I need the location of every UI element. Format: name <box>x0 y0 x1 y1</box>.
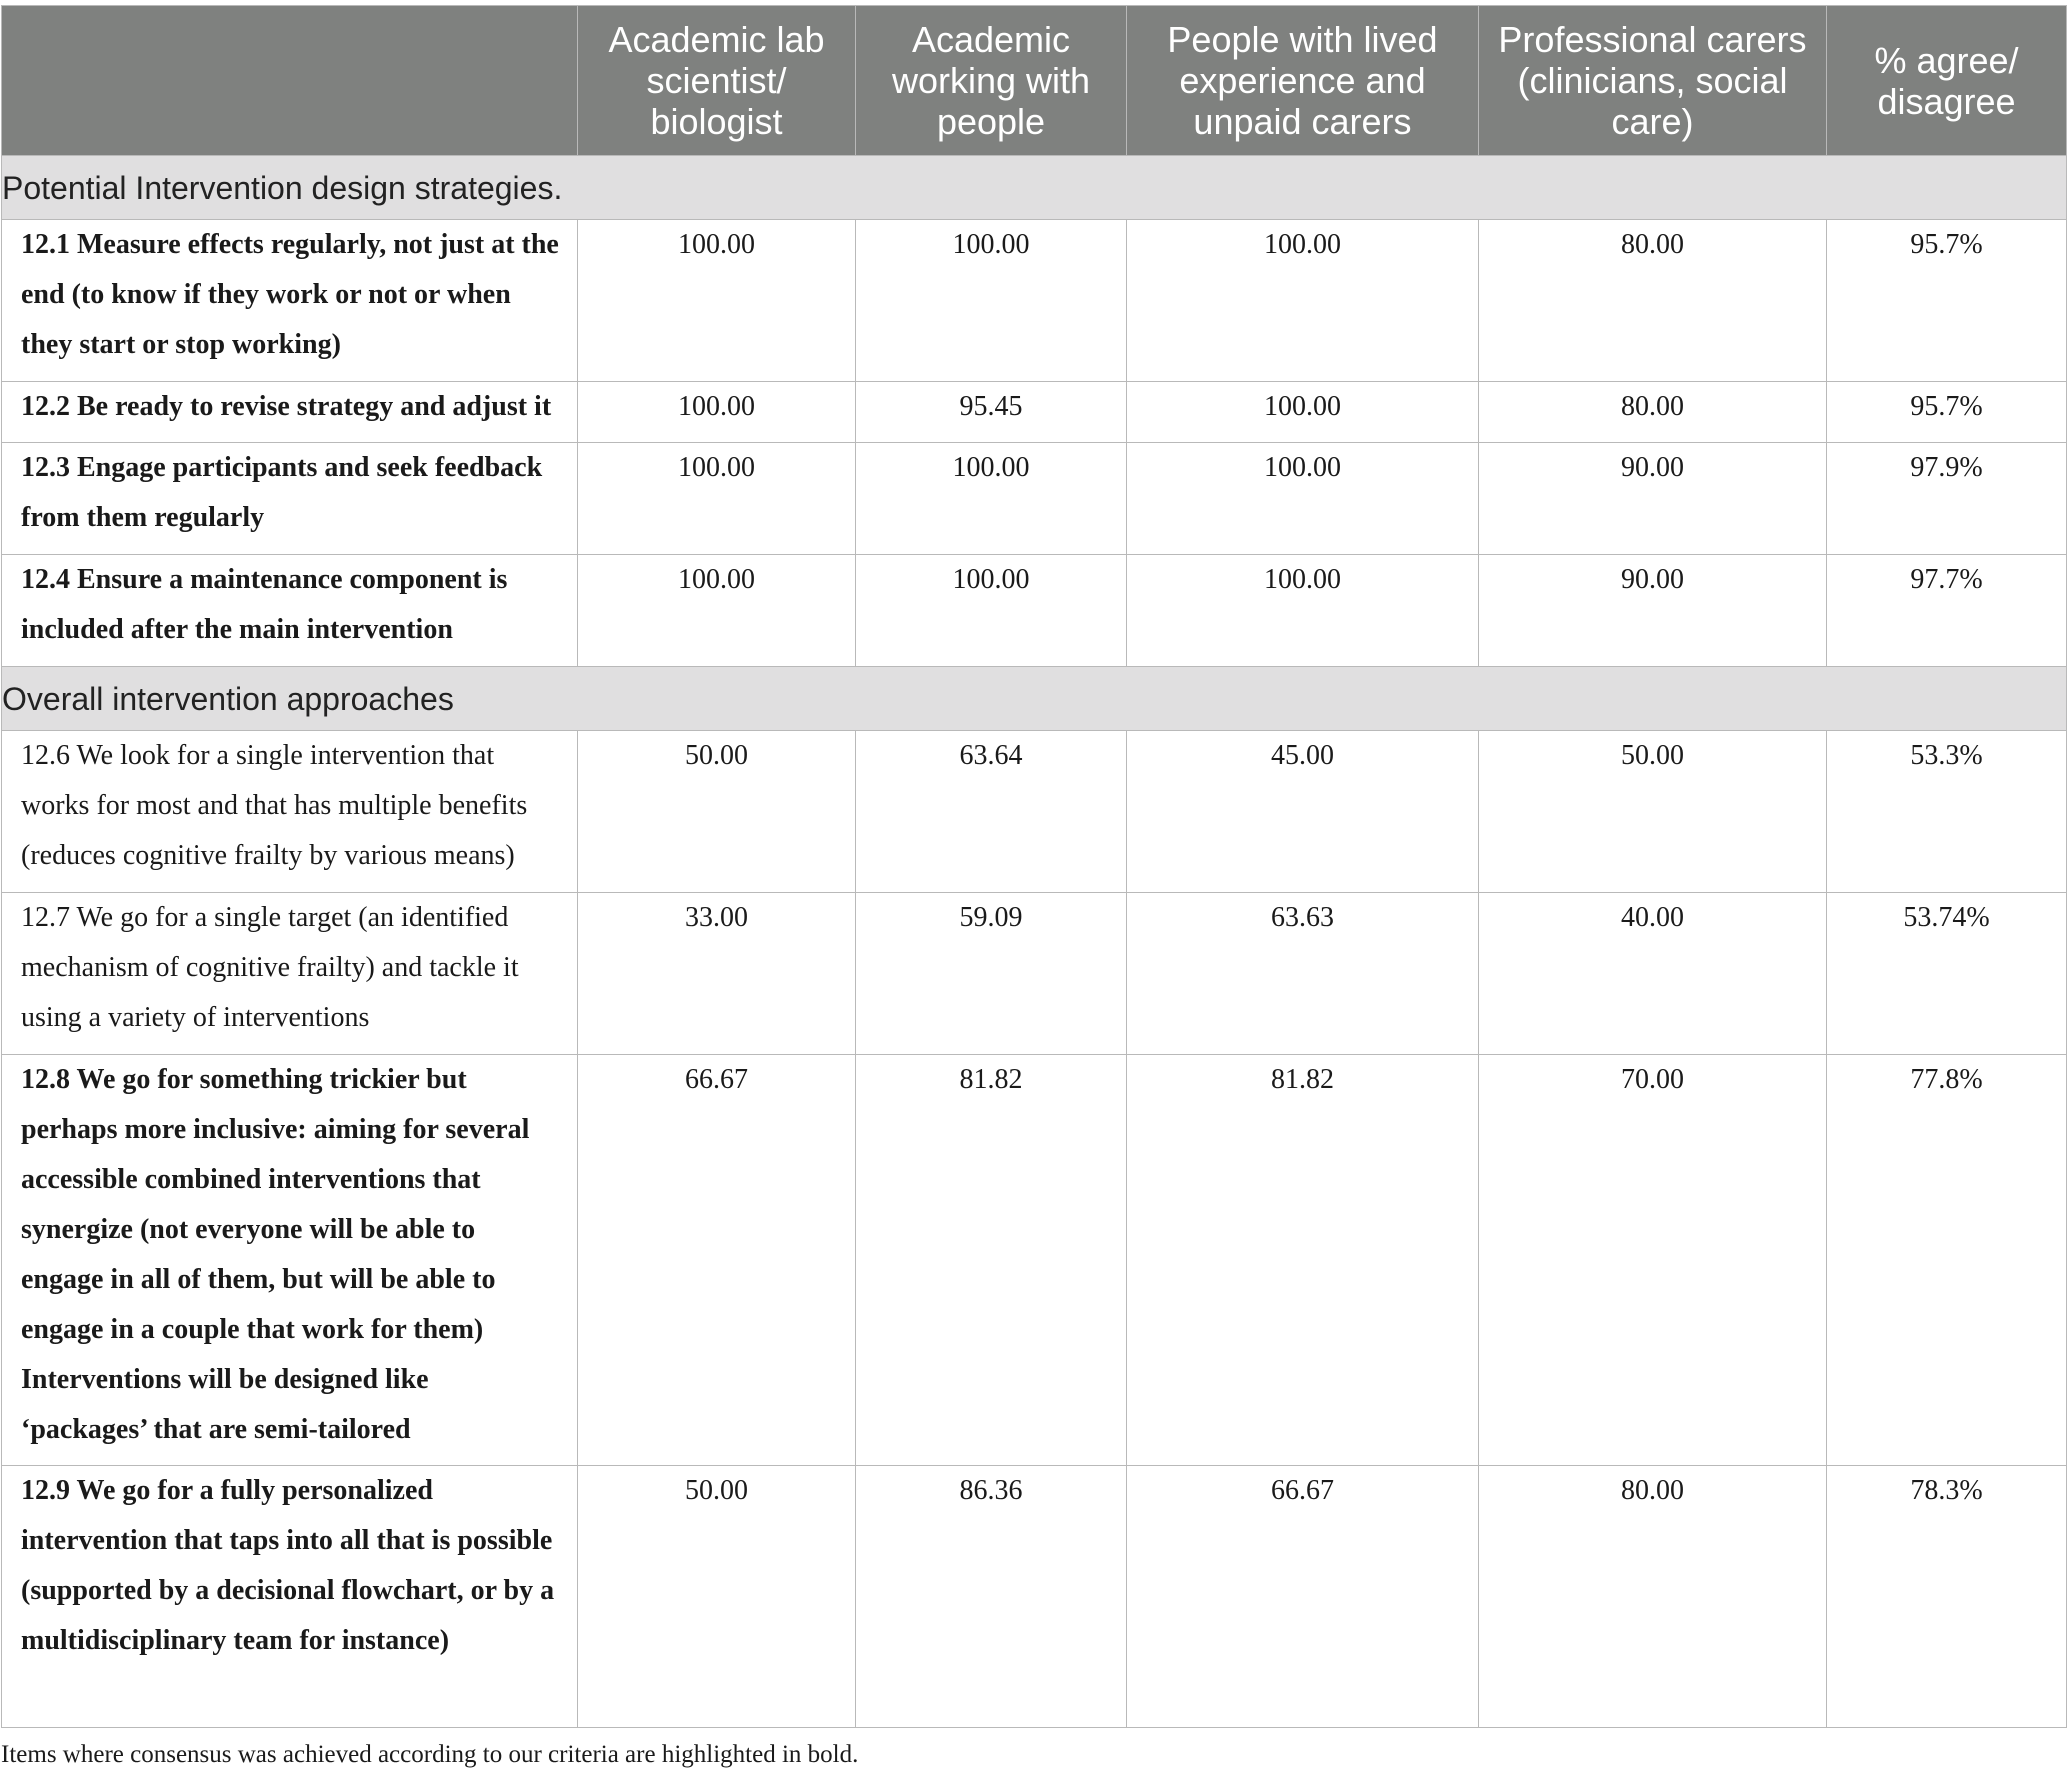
header-item-column <box>2 6 578 156</box>
cell-value: 66.67 <box>578 1055 856 1466</box>
cell-value: 59.09 <box>856 893 1127 1055</box>
cell-value: 100.00 <box>578 220 856 382</box>
cell-value: 81.82 <box>1127 1055 1479 1466</box>
row-item-label: 12.3 Engage participants and seek feedback from them regularly <box>2 443 578 555</box>
cell-value: 80.00 <box>1479 382 1827 443</box>
cell-value: 50.00 <box>578 731 856 893</box>
section-row <box>2 667 2067 731</box>
row-item-label: 12.7 We go for a single target (an identified mechanism of cognitive frailty) and tackle it using a variety of interventions <box>2 893 578 1055</box>
header-percent-agree: % agree/ disagree <box>1827 6 2067 156</box>
cell-value: 90.00 <box>1479 443 1827 555</box>
cell-value: 86.36 <box>856 1466 1127 1728</box>
cell-value: 63.64 <box>856 731 1127 893</box>
table-row <box>2 555 2067 667</box>
cell-value: 100.00 <box>578 443 856 555</box>
cell-value: 100.00 <box>1127 382 1479 443</box>
table-row <box>2 220 2067 382</box>
cell-value: 81.82 <box>856 1055 1127 1466</box>
section-row <box>2 156 2067 220</box>
cell-percent: 95.7% <box>1827 220 2067 382</box>
cell-value: 80.00 <box>1479 1466 1827 1728</box>
cell-value: 80.00 <box>1479 220 1827 382</box>
header-lived-experience-carers: People with lived experience and unpaid carers <box>1127 6 1479 156</box>
header-professional-carers: Professional carers (clinicians, social care) <box>1479 6 1827 156</box>
cell-value: 100.00 <box>856 443 1127 555</box>
consensus-table <box>1 5 2067 1728</box>
cell-percent: 78.3% <box>1827 1466 2067 1728</box>
row-item-label: 12.9 We go for a fully personalized intervention that taps into all that is possible (supported by a decisional flowchart, or by a multidisciplinary team for instance) <box>2 1466 578 1728</box>
table-row <box>2 1466 2067 1728</box>
table-header-row <box>2 6 2067 156</box>
row-item-label: 12.2 Be ready to revise strategy and adjust it <box>2 382 578 443</box>
cell-value: 70.00 <box>1479 1055 1827 1466</box>
cell-value: 100.00 <box>578 555 856 667</box>
cell-value: 100.00 <box>1127 555 1479 667</box>
cell-percent: 53.74% <box>1827 893 2067 1055</box>
table-row <box>2 1055 2067 1466</box>
section-title: Overall intervention approaches <box>2 667 2067 731</box>
cell-value: 66.67 <box>1127 1466 1479 1728</box>
table-row <box>2 443 2067 555</box>
cell-percent: 77.8% <box>1827 1055 2067 1466</box>
cell-percent: 53.3% <box>1827 731 2067 893</box>
cell-value: 100.00 <box>578 382 856 443</box>
cell-value: 100.00 <box>1127 220 1479 382</box>
cell-percent: 97.9% <box>1827 443 2067 555</box>
cell-value: 50.00 <box>578 1466 856 1728</box>
section-title: Potential Intervention design strategies. <box>2 156 2067 220</box>
cell-value: 100.00 <box>856 555 1127 667</box>
row-item-label: 12.1 Measure effects regularly, not just at the end (to know if they work or not or when they start or stop working) <box>2 220 578 382</box>
cell-value: 100.00 <box>856 220 1127 382</box>
cell-value: 63.63 <box>1127 893 1479 1055</box>
cell-percent: 97.7% <box>1827 555 2067 667</box>
cell-percent: 95.7% <box>1827 382 2067 443</box>
row-item-label: 12.6 We look for a single intervention that works for most and that has multiple benefits (reduces cognitive frailty by various means) <box>2 731 578 893</box>
header-academic-lab-scientist: Academic lab scientist/ biologist <box>578 6 856 156</box>
table-footnote: Items where consensus was achieved according to our criteria are highlighted in bold. <box>1 1741 859 1768</box>
table-row <box>2 893 2067 1055</box>
cell-value: 95.45 <box>856 382 1127 443</box>
cell-value: 90.00 <box>1479 555 1827 667</box>
cell-value: 50.00 <box>1479 731 1827 893</box>
row-item-label: 12.4 Ensure a maintenance component is included after the main intervention <box>2 555 578 667</box>
header-academic-working-with-people: Academic working with people <box>856 6 1127 156</box>
row-item-label: 12.8 We go for something trickier but perhaps more inclusive: aiming for several accessible combined interventions that synergize (not everyone will be able to engage in all of them, but will be able to engage in a couple that work for them) Interventions will be designed like ‘packages’ that are semi-tailored <box>2 1055 578 1466</box>
cell-value: 33.00 <box>578 893 856 1055</box>
table-row <box>2 731 2067 893</box>
cell-value: 40.00 <box>1479 893 1827 1055</box>
table-row <box>2 382 2067 443</box>
cell-value: 45.00 <box>1127 731 1479 893</box>
cell-value: 100.00 <box>1127 443 1479 555</box>
